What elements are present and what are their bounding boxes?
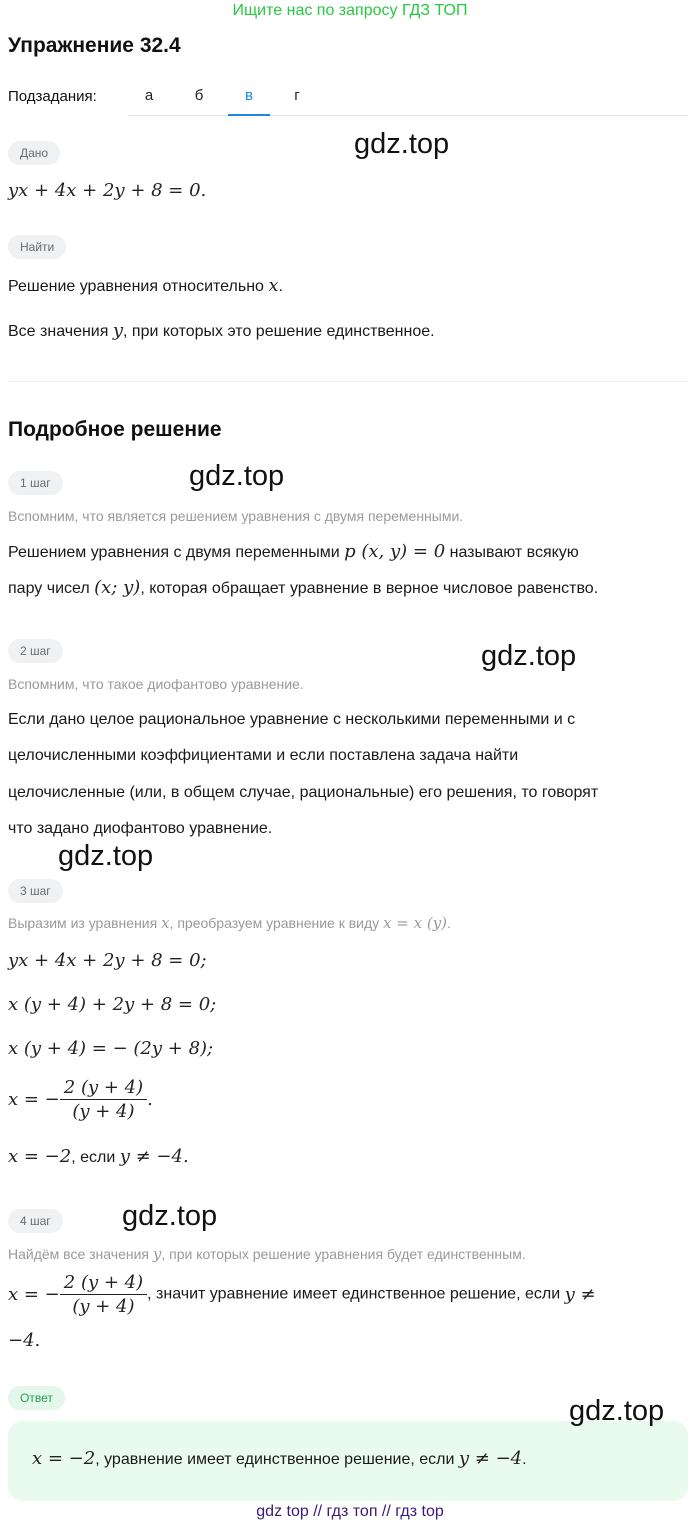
step-2-badge: 2 шаг [8, 639, 63, 663]
step-3-eq-2: x (y + 4) + 2y + 8 = 0; [8, 994, 217, 1015]
step-1-line-2: пару чисел (x; y), которая обращает уравнение в верное числовое равенство. [8, 577, 599, 598]
step-4-hint: Найдём все значения y, при которых решение уравнения будет единственным. [8, 1245, 526, 1263]
tab-b[interactable]: б [194, 87, 204, 104]
step-1-hint: Вспомним, что является решением уравнения с двумя переменными. [8, 508, 464, 524]
divider [8, 381, 688, 382]
subtasks-label: Подзадания: [8, 88, 97, 105]
tab-a[interactable]: а [144, 87, 154, 104]
step-4-conclusion-cont: −4. [8, 1330, 41, 1351]
given-badge: Дано [8, 141, 60, 165]
step-2-line-2: целочисленными коэффициентами и если поставлена задача найти [8, 747, 519, 764]
watermark: gdz.top [354, 128, 450, 160]
footer-links[interactable]: gdz top // гдз топ // гдз top [256, 1503, 444, 1520]
promo-banner: Ищите нас по запросу ГДЗ ТОП [232, 2, 468, 19]
subtask-tabs [128, 80, 688, 116]
step-1-line-1: Решением уравнения с двумя переменными p (x, y) = 0 называют всякую [8, 541, 579, 562]
tab-v[interactable]: в [228, 80, 270, 116]
step-4-conclusion: x = − $\frac{2 (y + 4)}{(y + 4)}$ , значит уравнение имеет единственное решение, если y ≠ [8, 1272, 596, 1317]
find-line-2: Все значения y, при которых это решение единственное. [8, 320, 435, 341]
watermark: gdz.top [189, 460, 285, 492]
step-2-line-3: целочисленные (или, в общем случае, рациональные) его решения, то говорят [8, 784, 599, 801]
solution-title: Подробное решение [8, 418, 222, 441]
answer-badge: Ответ [8, 1386, 65, 1410]
tab-g[interactable]: г [294, 87, 300, 104]
watermark: gdz.top [569, 1395, 665, 1427]
answer-text: x = −2, уравнение имеет единственное решение, если y ≠ −4. [32, 1448, 527, 1469]
find-line-1: Решение уравнения относительно x. [8, 275, 283, 296]
watermark: gdz.top [122, 1200, 218, 1232]
step-2-hint: Вспомним, что такое диофантово уравнение. [8, 676, 304, 692]
step-3-hint: Выразим из уравнения x, преобразуем уравнение к виду x = x (y). [8, 914, 451, 932]
watermark: gdz.top [481, 640, 577, 672]
given-equation: yx + 4x + 2y + 8 = 0. [8, 180, 207, 201]
step-2-line-1: Если дано целое рациональное уравнение с несколькими переменными и с [8, 711, 576, 728]
step-3-eq-5: x = −2, если y ≠ −4. [8, 1146, 189, 1167]
step-2-line-4: что задано диофантово уравнение. [8, 820, 273, 837]
step-3-eq-4: x = − $\frac{2 (y + 4)}{(y + 4)}$ . [8, 1077, 153, 1122]
watermark: gdz.top [58, 840, 154, 872]
step-3-badge: 3 шаг [8, 879, 63, 903]
step-1-badge: 1 шаг [8, 471, 63, 495]
step-3-eq-1: yx + 4x + 2y + 8 = 0; [8, 950, 207, 971]
step-4-badge: 4 шаг [8, 1209, 63, 1233]
page-title: Упражнение 32.4 [8, 34, 181, 57]
step-3-eq-3: x (y + 4) = − (2y + 8); [8, 1038, 214, 1059]
find-badge: Найти [8, 235, 66, 259]
